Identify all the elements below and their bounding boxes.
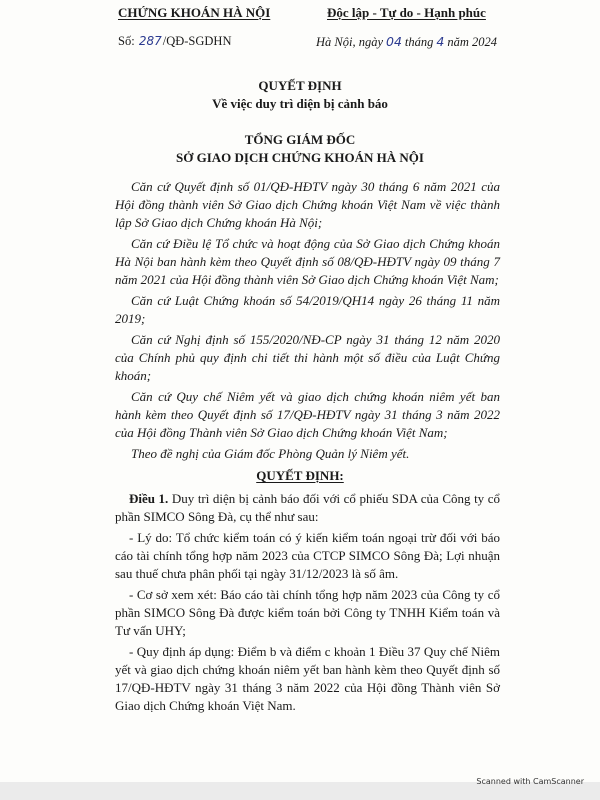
- reference-prefix: Số:: [118, 34, 135, 48]
- preamble-item: Căn cứ Quy chế Niêm yết và giao dịch chứng khoán niêm yết ban hành kèm theo Quyết định số 17/QĐ-HĐTV ngày 31 tháng 3 năm 2022 của Hội đồng Thành viên Sở Giao dịch Chứng khoán Việt Nam;: [115, 389, 500, 440]
- date-month-label: tháng: [404, 35, 434, 49]
- date-prefix: Hà Nội, ngày: [316, 35, 384, 49]
- date-year: năm 2024: [447, 35, 498, 49]
- preamble-item: Căn cứ Luật Chứng khoán số 54/2019/QH14 ngày 26 tháng 11 năm 2019;: [115, 293, 500, 326]
- authority-title: TỔNG GIÁM ĐỐC: [244, 132, 356, 147]
- national-motto: Độc lập - Tự do - Hạnh phúc: [327, 5, 486, 20]
- preamble-item: Theo đề nghị của Giám đốc Phòng Quản lý Niêm yết.: [131, 446, 410, 461]
- organization-name: CHỨNG KHOÁN HÀ NỘI: [118, 5, 271, 20]
- scanner-watermark: Scanned with CamScanner: [476, 777, 584, 786]
- date-day: 04: [386, 34, 402, 49]
- preamble-item: Căn cứ Điều lệ Tổ chức và hoạt động của Sở Giao dịch Chứng khoán Hà Nội ban hành kèm theo Quyết định số 08/QĐ-HĐTV ngày 09 tháng 7 năm 2021 của Hội đồng thành viên Sở Giao dịch Chứng khoán Việt Nam;: [115, 236, 500, 287]
- article-bullet: - Quy định áp dụng: Điểm b và điểm c khoản 1 Điều 37 Quy chế Niêm yết và giao dịch chứng khoán niêm yết ban hành kèm theo Quyết định số 17/QĐ-HĐTV ngày 31 tháng 3 năm 2022 của Hội đồng Thành viên Sở Giao dịch Chứng khoán Việt Nam.: [115, 644, 500, 713]
- decision-heading: QUYẾT ĐỊNH:: [256, 468, 344, 483]
- article-1-label: Điều 1.: [129, 491, 169, 506]
- decision-title: QUYẾT ĐỊNH: [258, 78, 342, 93]
- article-bullet: - Lý do: Tổ chức kiểm toán có ý kiến kiểm toán ngoại trừ đối với báo cáo tài chính tổng hợp năm 2023 của CTCP SIMCO Sông Đà; Lợi nhuận sau thuế chưa phân phối tại ngày 31/12/2023 là số âm.: [115, 530, 500, 581]
- decision-subject: Về việc duy trì diện bị cảnh báo: [212, 96, 388, 111]
- article-bullet: - Cơ sở xem xét: Báo cáo tài chính tổng hợp năm 2023 của Công ty cổ phần SIMCO Sông Đà được kiểm toán bởi Công ty TNHH Kiểm toán và Tư vấn UHY;: [115, 587, 500, 638]
- decision-body: [115, 490, 500, 718]
- authority-organization: SỞ GIAO DỊCH CHỨNG KHOÁN HÀ NỘI: [176, 150, 424, 165]
- reference-handwritten-number: 287: [138, 34, 162, 48]
- article-1: [115, 490, 500, 526]
- date-month: 4: [436, 34, 445, 49]
- preamble-item: Căn cứ Quyết định số 01/QĐ-HĐTV ngày 30 tháng 6 năm 2021 của Hội đồng thành viên Sở Giao dịch Chứng khoán Việt Nam về việc thành lập Sở Giao dịch Chứng khoán Hà Nội;: [115, 179, 500, 230]
- reference-suffix: /QĐ-SGDHN: [162, 34, 232, 48]
- preamble-item: Căn cứ Nghị định số 155/2020/NĐ-CP ngày 31 tháng 12 năm 2020 của Chính phủ quy định chi tiết thi hành một số điều của Luật Chứng khoán;: [115, 332, 500, 383]
- reference-number: [118, 34, 231, 49]
- issue-date: [316, 34, 497, 50]
- article-1-text: Duy trì diện bị cảnh báo đối với cổ phiếu SDA của Công ty cổ phần SIMCO Sông Đà, cụ thể như sau:: [115, 491, 501, 524]
- preamble: [115, 178, 500, 466]
